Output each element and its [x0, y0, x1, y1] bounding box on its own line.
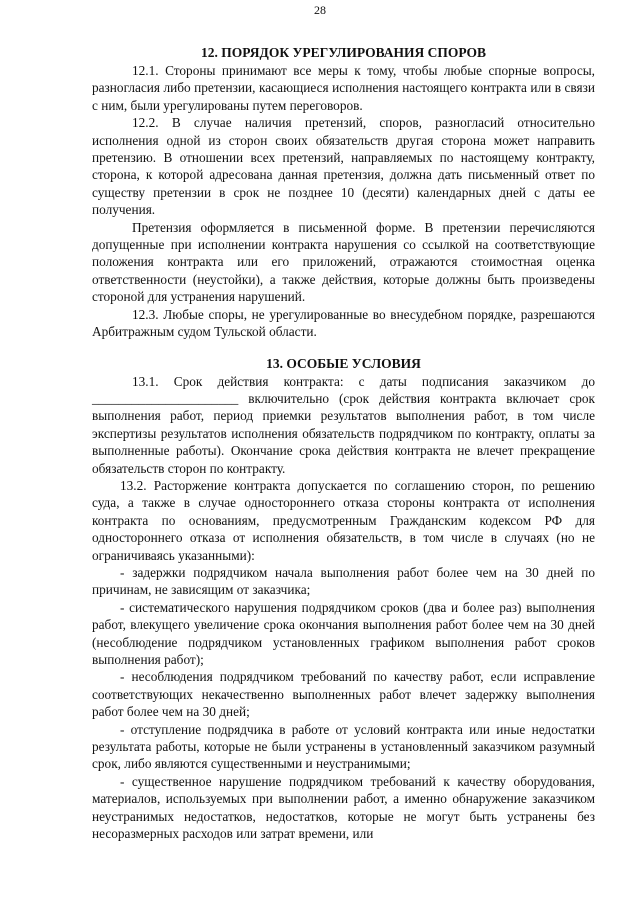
clause-12-3: 12.3. Любые споры, не урегулированные во внесудебном порядке, разрешаются Арбитражным судом Тульской области.	[92, 306, 595, 340]
list-item: - задержки подрядчиком начала выполнения работ более чем на 30 дней по причинам, не зависящим от заказчика;	[92, 564, 595, 598]
list-item: - существенное нарушение подрядчиком требований к качеству оборудования, материалов, используемых при выполнении работ, а именно обнаружение заказчиком неустранимых недостатков, недостатков, которые не могут быть устранены без несоразмерных расходов или затрат времени, или	[92, 773, 595, 842]
list-item: - несоблюдения подрядчиком требований по качеству работ, если исправление соответствующих некачественно выполненных работ влечет задержку выполнения работ более чем на 30 дней;	[92, 669, 595, 720]
clause-12-2: 12.2. В случае наличия претензий, споров, разногласий относительно исполнения одной из сторон своих обязательств другая сторона может направить претензию. В отношении всех претензий, направляемых по настоящему контракту, сторона, к которой адресована данная претензия, должна дать письменный ответ по существу претензии в срок не позднее 10 (десяти) календарных дней с даты ее получения.	[92, 115, 595, 218]
list-item: - систематического нарушения подрядчиком сроков (два и более раз) выполнения работ, влекущего увеличение срока окончания выполнения работ более чем на 30 дней (несоблюдение подрядчиком установленных графиком выполнения работ сроков выполнения работ);	[92, 599, 595, 667]
page-number: 28	[314, 3, 326, 17]
clause-13-2: 13.2. Расторжение контракта допускается по соглашению сторон, по решению суда, а также в случае одностороннего отказа стороны контракта от исполнения контракта по основаниям, предусмотренным Гражданским кодексом РФ для одностороннего отказа от исполнения обязательств, в том числе в случаях (но не ограничиваясь указанными):	[92, 477, 595, 563]
section-12-title: 12. ПОРЯДОК УРЕГУЛИРОВАНИЯ СПОРОВ	[200, 45, 487, 60]
section-13-title: 13. ОСОБЫЕ УСЛОВИЯ	[266, 355, 421, 371]
clause-13-1: 13.1. Срок действия контракта: с даты подписания заказчиком до ______________________ включительно (срок действия контракта включает срок выполнения работ, период приемки результатов выполнения работ, в том числе экспертизы результатов исполнения обязательств подрядчиком по контракту, оплаты за выполненные работы). Окончание срока действия контракта не влечет прекращение обязательств сторон по контракту.	[92, 373, 595, 476]
document-body	[92, 44, 595, 842]
list-item: - отступление подрядчика в работе от условий контракта или иные недостатки результата работы, которые не были устранены в установленный заказчиком разумный срок, либо являются существенными и неустранимыми;	[92, 721, 595, 772]
claim-form-paragraph: Претензия оформляется в письменной форме. В претензии перечисляются допущенные при исполнении контракта нарушения со ссылкой на соответствующие положения контракта или его приложений, отражаются стоимостная оценка ответственности (неустойки), а также действия, которые должны быть произведены стороной для устранения нарушений.	[92, 219, 595, 305]
clause-12-1: 12.1. Стороны принимают все меры к тому, чтобы любые спорные вопросы, разногласия либо претензии, касающиеся исполнения настоящего контракта или в связи с ним, были урегулированы путем переговоров.	[92, 63, 595, 113]
